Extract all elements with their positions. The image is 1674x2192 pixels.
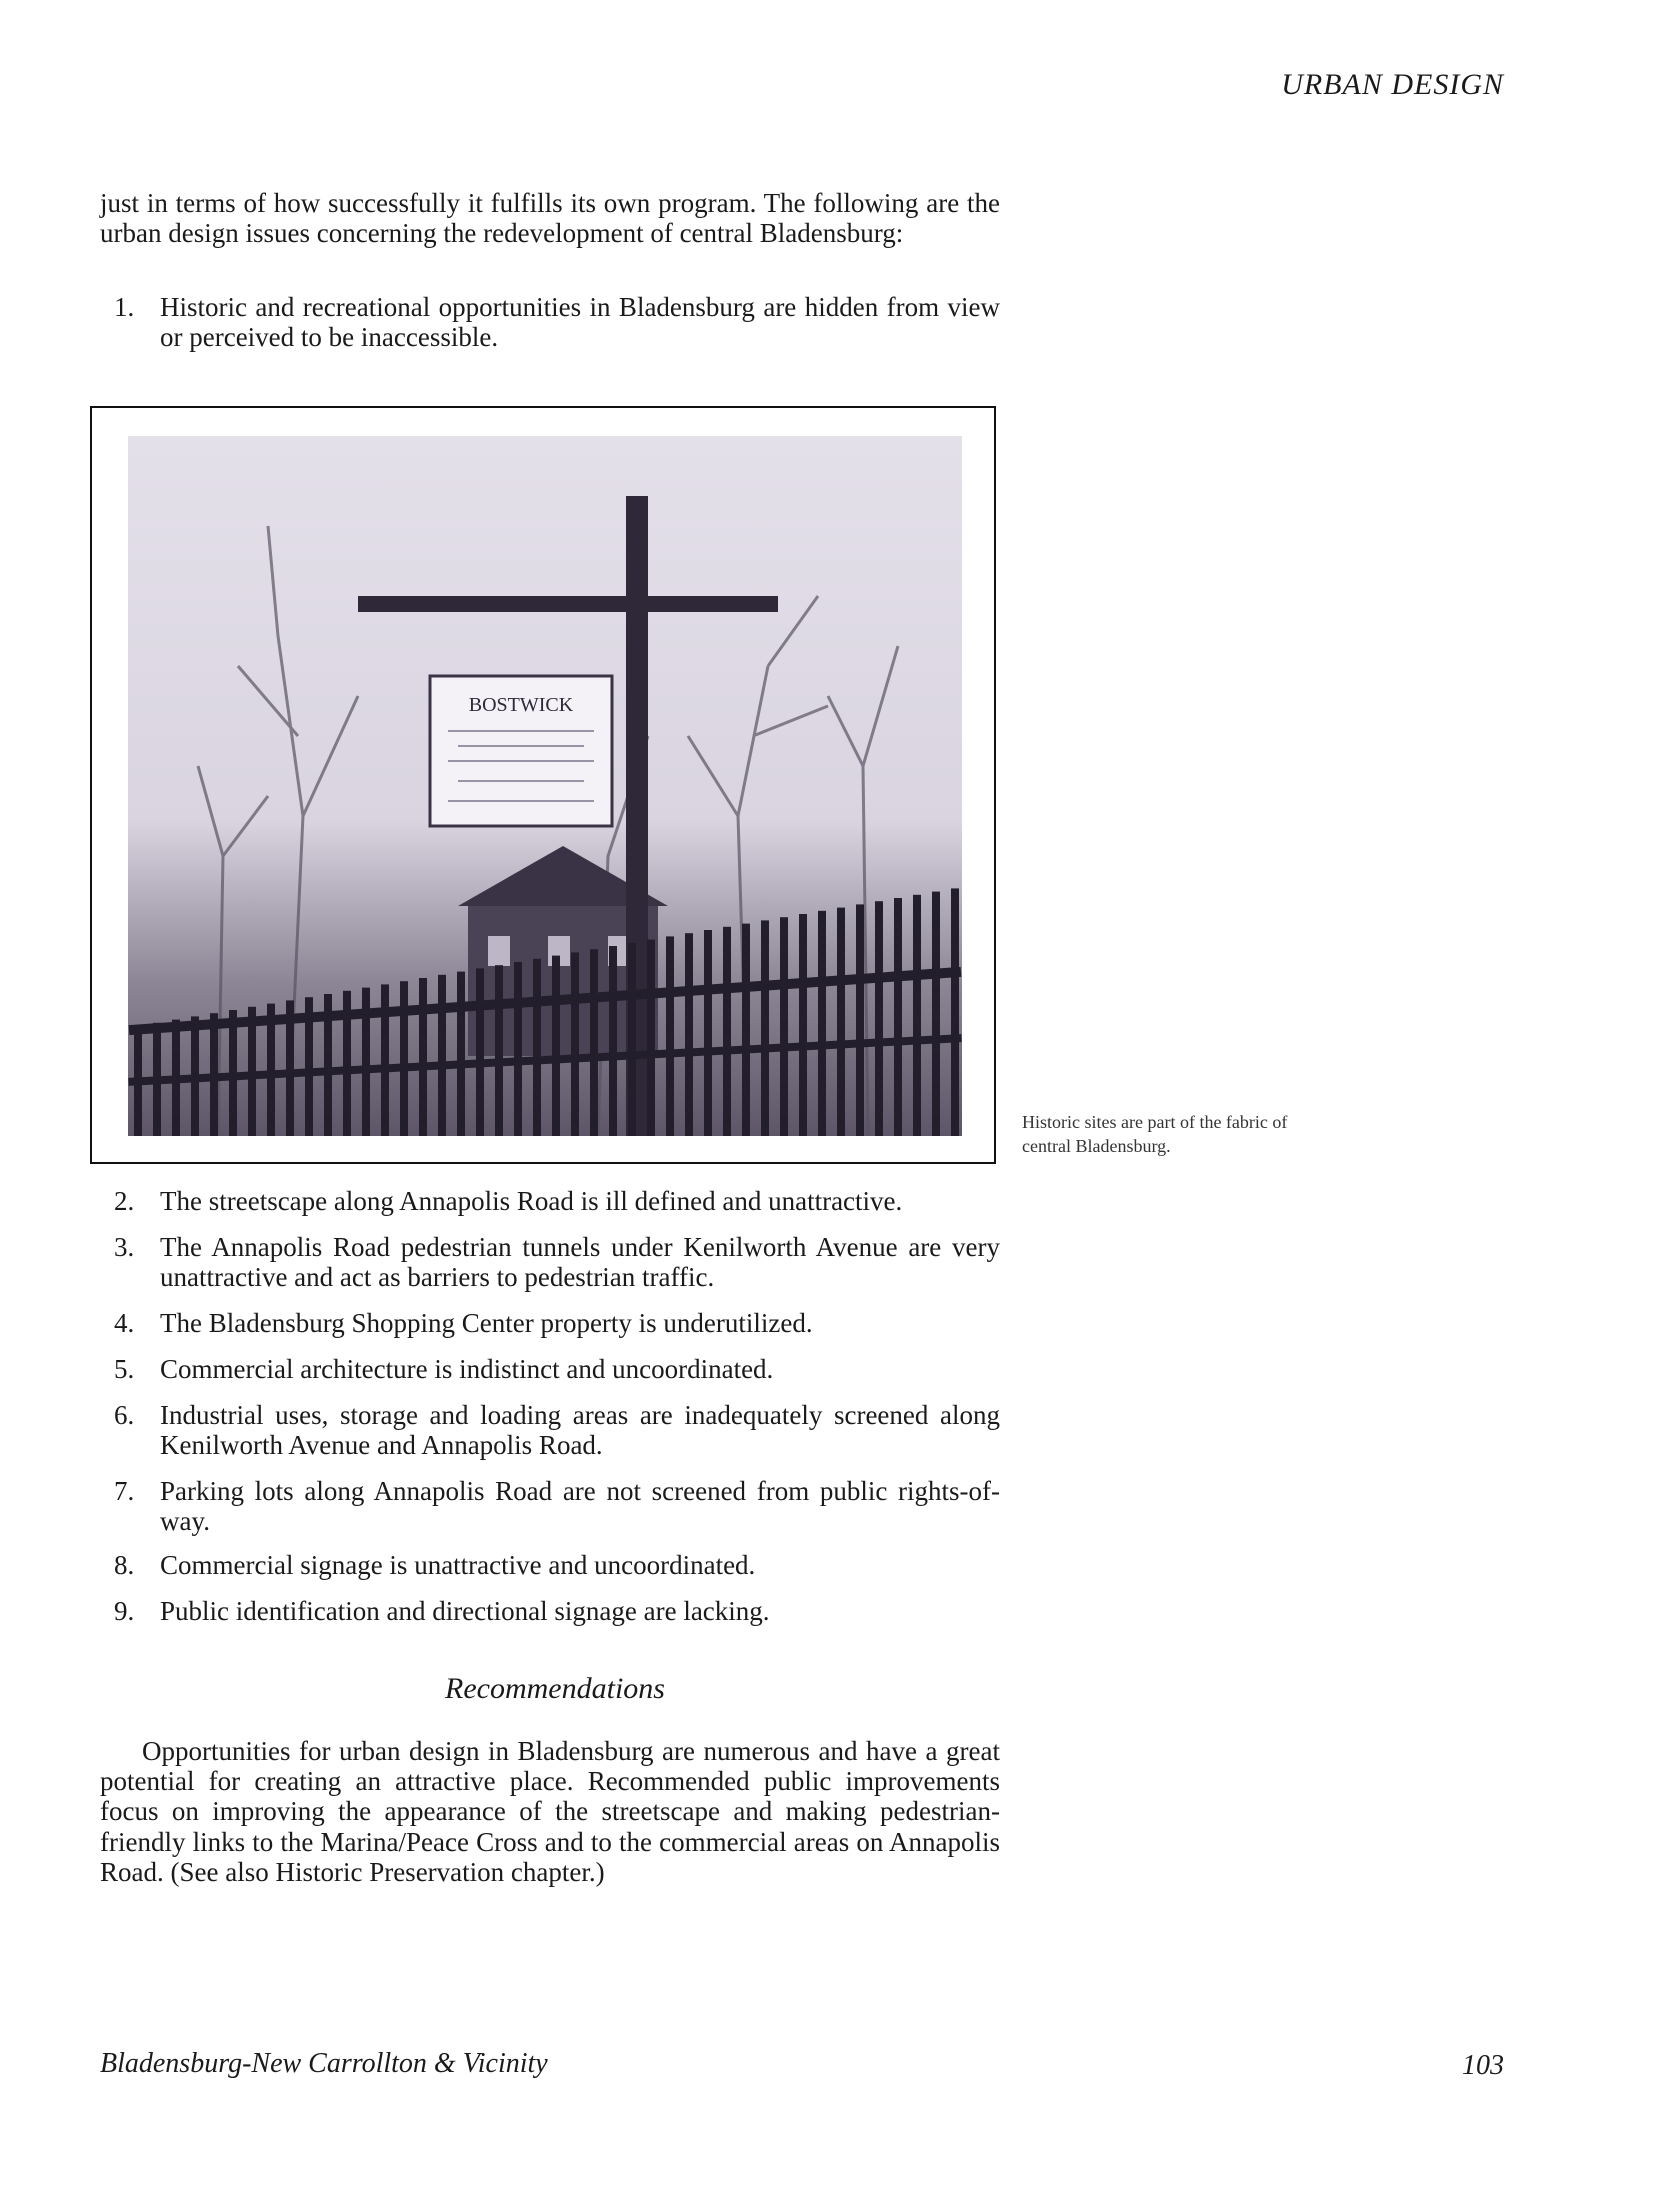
- fence-post: [856, 904, 864, 1136]
- intro-paragraph: just in terms of how successfully it fulfills its own program. The following are the urban design issues concerning the redevelopment of central Bladensburg:: [100, 188, 1000, 249]
- fence-post: [685, 933, 693, 1136]
- fence-post: [248, 1007, 256, 1136]
- fence-post: [894, 898, 902, 1136]
- list-item: [100, 1550, 1000, 1580]
- list-text: Public identification and directional signage are lacking.: [160, 1596, 770, 1626]
- fence-post: [590, 949, 598, 1136]
- section-header: URBAN DESIGN: [1281, 68, 1504, 101]
- fence-post: [362, 988, 370, 1136]
- fence-post: [628, 943, 636, 1136]
- list-text: Historic and recreational opportunities in Bladensburg are hidden from view or perceived to be inaccessible.: [160, 292, 1000, 353]
- fence-post: [761, 920, 769, 1136]
- bostwick-photo-illustration: [128, 436, 962, 1136]
- list-text: Commercial architecture is indistinct and uncoordinated.: [160, 1354, 774, 1384]
- list-number: 2.: [114, 1186, 135, 1216]
- fence-post: [666, 936, 674, 1136]
- fence-post: [172, 1020, 180, 1136]
- list-item: [100, 292, 1000, 352]
- fence-post: [932, 892, 940, 1136]
- fence-post: [837, 908, 845, 1136]
- fence-post: [343, 991, 351, 1136]
- list-number: 8.: [114, 1550, 135, 1580]
- fence-post: [875, 901, 883, 1136]
- footer-title: Bladensburg-New Carrollton & Vicinity: [100, 2048, 548, 2079]
- list-item: [100, 1400, 1000, 1460]
- photo-frame: [90, 406, 996, 1164]
- fence-post: [381, 984, 389, 1136]
- fence-post: [229, 1010, 237, 1136]
- fence-post: [533, 959, 541, 1136]
- list-number: 6.: [114, 1400, 135, 1430]
- fence-post: [153, 1023, 161, 1136]
- fence-post: [818, 911, 826, 1136]
- list-text: Commercial signage is unattractive and uncoordinated.: [160, 1550, 756, 1580]
- fence-post: [419, 978, 427, 1136]
- fence-post: [210, 1013, 218, 1136]
- fence-post: [780, 917, 788, 1136]
- fence-post: [552, 956, 560, 1136]
- list-item: [100, 1596, 1000, 1626]
- fence-post: [723, 927, 731, 1136]
- fence-post: [476, 968, 484, 1136]
- fence-post: [951, 888, 959, 1136]
- fence-post: [286, 1000, 294, 1136]
- fence-post: [913, 895, 921, 1136]
- list-number: 9.: [114, 1596, 135, 1626]
- list-item: [100, 1476, 1000, 1536]
- list-item: [100, 1308, 1000, 1338]
- fence-post: [400, 981, 408, 1136]
- fence-post: [799, 914, 807, 1136]
- sign-text: BOSTWICK: [468, 694, 574, 716]
- recommendations-heading: Recommendations: [445, 1672, 665, 1705]
- list-number: 4.: [114, 1308, 135, 1338]
- fence-post: [742, 924, 750, 1136]
- fence-post: [134, 1026, 142, 1136]
- bostwick-photo: [128, 436, 962, 1136]
- fence-post: [324, 994, 332, 1136]
- list-item: [100, 1232, 1000, 1292]
- fence-post: [647, 940, 655, 1136]
- photo-caption: Historic sites are part of the fabric of central Bladensburg.: [1022, 1112, 1288, 1157]
- fence-post: [495, 965, 503, 1136]
- list-number: 7.: [114, 1476, 135, 1506]
- fence-post: [267, 1004, 275, 1136]
- list-text: Industrial uses, storage and loading areas are inadequately screened along Kenilworth Avenue and Annapolis Road.: [160, 1400, 1000, 1461]
- list-number: 5.: [114, 1354, 135, 1384]
- list-number: 3.: [114, 1232, 135, 1262]
- recommendations-paragraph: Opportunities for urban design in Bladensburg are numerous and have a great potential for creating an attractive place. Recommended public improvements focus on improving the appearance of the streetscape and making pedestrian-friendly links to the Marina/Peace Cross and to the commercial areas on Annapolis Road. (See also Historic Preservation chapter.): [100, 1736, 1000, 1887]
- fence-post: [514, 962, 522, 1136]
- fence-post: [704, 930, 712, 1136]
- page-number: 103: [1462, 2050, 1504, 2081]
- list-text: The streetscape along Annapolis Road is ill defined and unattractive.: [160, 1186, 903, 1216]
- fence-post: [305, 997, 313, 1136]
- fence-post: [457, 972, 465, 1136]
- list-item: [100, 1354, 1000, 1384]
- list-text: The Annapolis Road pedestrian tunnels under Kenilworth Avenue are very unattractive and act as barriers to pedestrian traffic.: [160, 1232, 1000, 1293]
- list-text: The Bladensburg Shopping Center property is underutilized.: [160, 1308, 813, 1338]
- fence-post: [438, 975, 446, 1136]
- list-text: Parking lots along Annapolis Road are not screened from public rights-of-way.: [160, 1476, 1000, 1537]
- list-number: 1.: [114, 292, 135, 322]
- fence-post: [191, 1016, 199, 1136]
- list-item: [100, 1186, 1000, 1216]
- fence-post: [609, 946, 617, 1136]
- fence-post: [571, 952, 579, 1136]
